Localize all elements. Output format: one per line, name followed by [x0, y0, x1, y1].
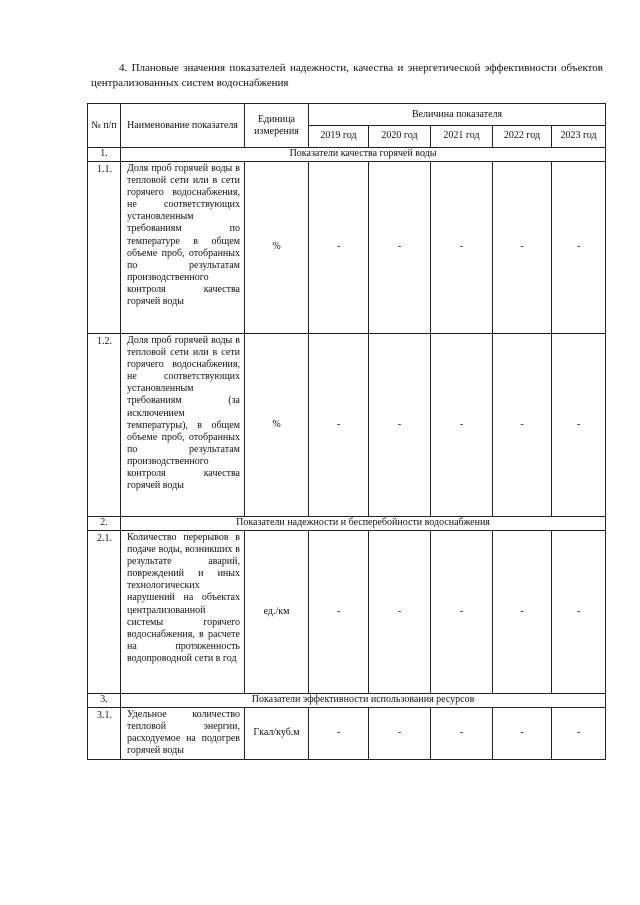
row-value-2021: -	[431, 334, 493, 517]
header-row	[88, 104, 606, 126]
row-value-2023: -	[552, 531, 606, 694]
row-value-2022: -	[493, 162, 552, 334]
row-unit: Гкал/куб.м	[245, 708, 309, 760]
section-row	[88, 517, 606, 531]
header-value-group: Величина показателя	[309, 104, 606, 126]
row-unit: %	[245, 162, 309, 334]
section-num: 1.	[88, 148, 121, 162]
row-unit: %	[245, 334, 309, 517]
header-num: № п/п	[88, 104, 121, 148]
header-unit: Единица измерения	[245, 104, 309, 148]
row-value-2022: -	[493, 334, 552, 517]
row-num: 1.2.	[88, 334, 121, 517]
row-num: 3.1.	[88, 708, 121, 760]
table-row	[88, 531, 606, 694]
table-row	[88, 334, 606, 517]
header-year-2023: 2023 год	[552, 126, 606, 148]
table-row	[88, 162, 606, 334]
document-heading	[91, 61, 603, 91]
row-num: 2.1.	[88, 531, 121, 694]
heading-text: Плановые значения показателей надежности, качества и энергетической эффективности объектов централизованных систем водоснабжения	[91, 62, 604, 89]
row-name: Количество перерывов в подаче воды, возникших в результате аварий, повреждений и иных технологических нарушений на объектах централизованной системы горячего водоснабжения, в расчете на протяженность водопроводной сети в год	[121, 531, 245, 694]
header-year-2022: 2022 год	[493, 126, 552, 148]
row-unit: ед./км	[245, 531, 309, 694]
row-value-2020: -	[369, 334, 431, 517]
header-year-2021: 2021 год	[431, 126, 493, 148]
row-value-2021: -	[431, 162, 493, 334]
row-value-2021: -	[431, 708, 493, 760]
section-title: Показатели эффективности использования ресурсов	[121, 694, 606, 708]
section-num: 3.	[88, 694, 121, 708]
row-value-2022: -	[493, 531, 552, 694]
section-row	[88, 148, 606, 162]
header-name: Наименование показателя	[121, 104, 245, 148]
row-value-2019: -	[309, 162, 369, 334]
section-row	[88, 694, 606, 708]
header-year-2020: 2020 год	[369, 126, 431, 148]
row-num: 1.1.	[88, 162, 121, 334]
row-value-2022: -	[493, 708, 552, 760]
header-year-2019: 2019 год	[309, 126, 369, 148]
section-title: Показатели качества горячей воды	[121, 148, 606, 162]
row-name: Удельное количество тепловой энергии, расходуемое на подогрев горячей воды	[121, 708, 245, 760]
row-value-2019: -	[309, 708, 369, 760]
row-value-2023: -	[552, 162, 606, 334]
row-value-2020: -	[369, 531, 431, 694]
row-value-2020: -	[369, 162, 431, 334]
section-num: 2.	[88, 517, 121, 531]
row-value-2019: -	[309, 334, 369, 517]
row-value-2019: -	[309, 531, 369, 694]
row-value-2020: -	[369, 708, 431, 760]
row-value-2023: -	[552, 334, 606, 517]
row-value-2023: -	[552, 708, 606, 760]
table-row	[88, 708, 606, 760]
section-title: Показатели надежности и бесперебойности водоснабжения	[121, 517, 606, 531]
indicators-table	[87, 103, 606, 760]
row-name: Доля проб горячей воды в тепловой сети или в сети горячего водоснабжения, не соответствующих установленным требованиям (за исключением температуры), в общем объеме проб, отобранных по результатам производственного контроля качества горячей воды	[121, 334, 245, 517]
row-value-2021: -	[431, 531, 493, 694]
heading-number: 4.	[119, 62, 128, 74]
row-name: Доля проб горячей воды в тепловой сети или в сети горячего водоснабжения, не соответствующих установленным требованиям по температуре в общем объеме проб, отобранных по результатам производственного контроля качества горячей воды	[121, 162, 245, 334]
